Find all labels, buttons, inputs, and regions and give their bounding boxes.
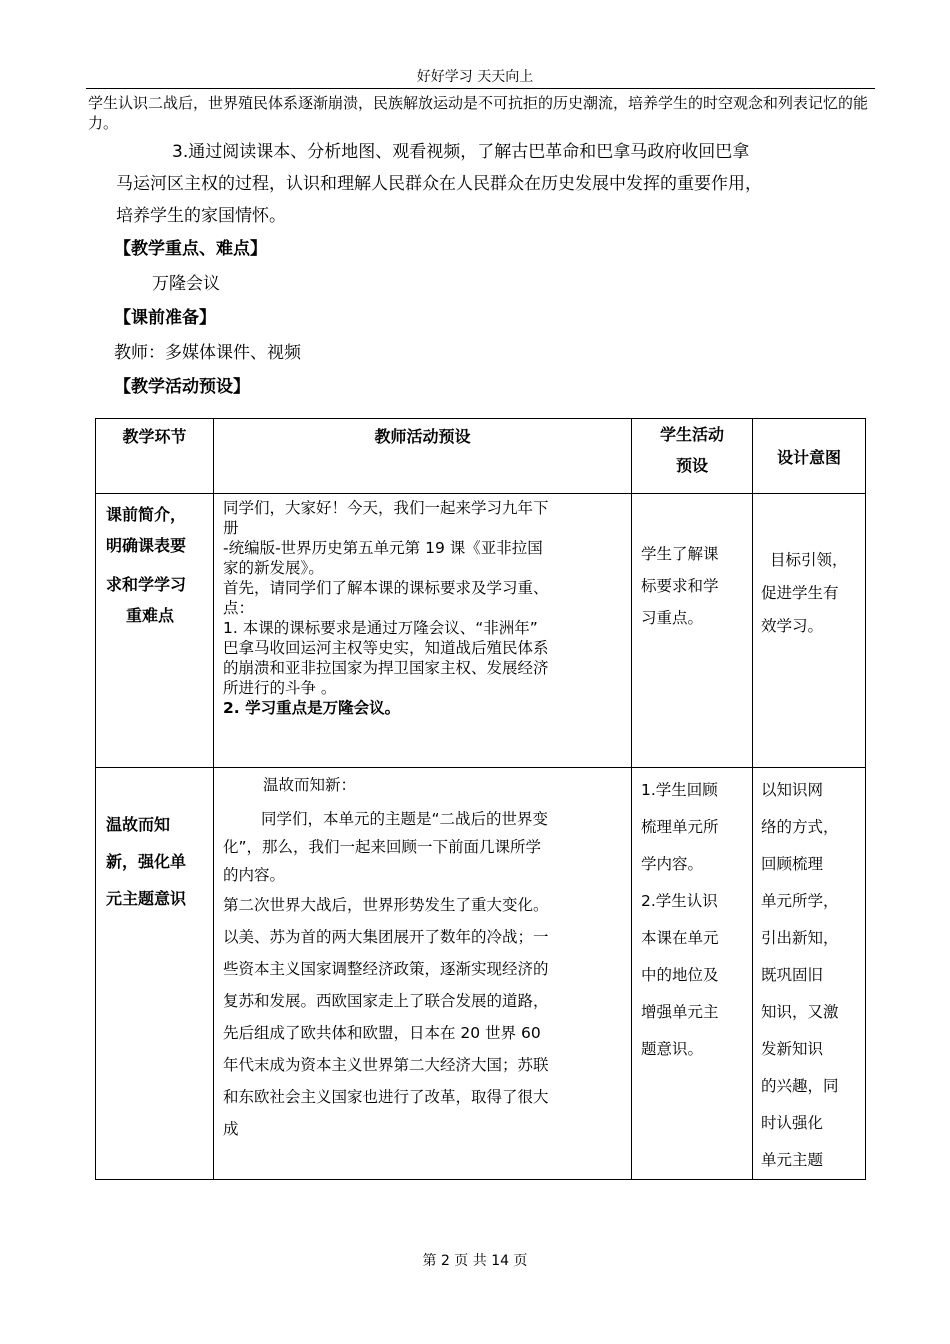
- row2-student-line: 学内容。: [641, 855, 704, 873]
- row2-intent-line: 单元主题: [761, 1151, 824, 1169]
- row2-intent-line: 发新知识: [761, 1040, 824, 1058]
- header-student-cell: [632, 419, 753, 494]
- row1-intent-line: 目标引领，: [770, 551, 848, 569]
- objective-3-line-1: 3.通过阅读课本、分析地图、观看视频，了解古巴革命和巴拿马政府收回巴拿: [172, 142, 750, 162]
- row1-intent-line: 效学习。: [761, 617, 824, 635]
- row2-stage-line-3: 元主题意识: [106, 889, 187, 908]
- row1-intent-cell: [753, 494, 866, 768]
- row1-teacher-line: 册: [223, 519, 239, 537]
- row2-intent-line: 时认强化: [761, 1114, 824, 1132]
- row2-student-line: 题意识。: [641, 1040, 704, 1058]
- row1-stage-line-1: 课前简介，: [106, 505, 187, 524]
- row1-teacher-line: 家的新发展》。: [223, 559, 324, 577]
- row1-student-line: 学生了解课: [641, 545, 719, 563]
- row2-intent-line: 络的方式，: [761, 818, 839, 836]
- row2-student-line: 1.学生回顾: [641, 781, 718, 799]
- table-row: [96, 768, 866, 1180]
- intro-paragraph: 学生认识二战后，世界殖民体系逐渐崩溃，民族解放运动是不可抗拒的历史潮流，培养学生的时空观念和列表记忆的能力。: [88, 94, 869, 132]
- row2-teacher-line: 和东欧社会主义国家也进行了改革，取得了很大: [223, 1088, 549, 1106]
- row1-intent-line: 促进学生有: [761, 584, 839, 602]
- row2-teacher-line: 些资本主义国家调整经济政策，逐渐实现经济的: [223, 960, 549, 978]
- row2-student-line: 增强单元主: [641, 1003, 719, 1021]
- row1-student-cell: [632, 494, 753, 768]
- row2-student-cell: [632, 768, 753, 1180]
- table-header-row: [96, 419, 866, 494]
- row2-stage-line-1: 温故而知: [106, 815, 171, 834]
- prep-heading: 【课前准备】: [114, 308, 216, 328]
- table-row: [96, 494, 866, 768]
- row2-teacher-line: 温故而知新：: [263, 776, 357, 794]
- row2-stage-line-2: 新，强化单: [106, 852, 187, 871]
- row2-intent-line: 既巩固旧: [761, 966, 824, 984]
- row1-teacher-line: 的崩溃和亚非拉国家为捍卫国家主权、发展经济: [223, 659, 549, 677]
- key-points-text: 万隆会议: [152, 274, 220, 294]
- header-student-line-1: 学生活动: [659, 425, 724, 444]
- row2-intent-line: 回顾梳理: [761, 855, 824, 873]
- objective-3-line-3: 培养学生的家国情怀。: [116, 206, 286, 226]
- row1-teacher-line: 点：: [223, 599, 255, 617]
- activity-plan-table: [95, 418, 866, 1180]
- page-header: 好好学习 天天向上: [416, 69, 534, 85]
- row2-intent-line: 的兴趣，同: [761, 1077, 839, 1095]
- row1-student-line: 标要求和学: [641, 577, 719, 595]
- header-teacher-cell: [214, 419, 632, 494]
- row2-stage-cell: [96, 768, 214, 1180]
- row2-teacher-line: 的内容。: [223, 866, 286, 884]
- row2-student-line: 2.学生认识: [641, 892, 718, 910]
- row2-teacher-line: 年代末成为资本主义世界第二大经济大国；苏联: [223, 1056, 549, 1074]
- header-stage: 教学环节: [122, 427, 187, 446]
- row1-teacher-line: 1. 本课的课标要求是通过万隆会议、“非洲年”: [223, 619, 538, 637]
- header-teacher: 教师活动预设: [374, 427, 471, 446]
- row1-teacher-line: 巴拿马收回运河主权等史实，知道战后殖民体系: [223, 639, 549, 657]
- row2-teacher-line: 化”，那么，我们一起来回顾一下前面几课所学: [223, 838, 542, 856]
- row1-teacher-line: 2. 学习重点是万隆会议。: [223, 699, 401, 717]
- header-student-line-2: 预设: [675, 456, 708, 475]
- page-footer: 第 2 页 共 14 页: [422, 1253, 528, 1269]
- row2-teacher-line: 先后组成了欧共体和欧盟，日本在 20 世界 60: [223, 1024, 541, 1042]
- row2-teacher-line: 成: [223, 1120, 239, 1138]
- row1-teacher-line: 同学们，大家好！今天，我们一起来学习九年下: [223, 499, 549, 517]
- row1-teacher-cell: [214, 494, 632, 768]
- row2-intent-line: 知识，又激: [761, 1003, 839, 1021]
- prep-text: 教师：多媒体课件、视频: [114, 343, 301, 363]
- row1-stage-cell: [96, 494, 214, 768]
- row2-student-line: 中的地位及: [641, 966, 719, 984]
- row1-teacher-line: 所进行的斗争 。: [223, 679, 337, 697]
- row1-stage-line-2: 明确课表要: [106, 536, 187, 555]
- row1-stage-line-4: 重难点: [126, 606, 175, 625]
- row1-teacher-line: 首先，请同学们了解本课的课标要求及学习重、: [223, 579, 549, 597]
- row2-intent-line: 引出新知，: [761, 929, 839, 947]
- header-rule: [86, 88, 875, 89]
- row2-intent-line: 单元所学，: [761, 892, 839, 910]
- key-points-heading: 【教学重点、难点】: [114, 239, 267, 259]
- row1-teacher-line: -统编版-世界历史第五单元第 19 课《亚非拉国: [223, 539, 543, 557]
- row2-student-line: 梳理单元所: [641, 818, 719, 836]
- row2-teacher-line: 以美、苏为首的两大集团展开了数年的冷战；一: [223, 928, 549, 946]
- activity-heading: 【教学活动预设】: [114, 377, 250, 397]
- row2-teacher-line: 第二次世界大战后，世界形势发生了重大变化。: [223, 896, 549, 914]
- header-intent-cell: [753, 419, 866, 494]
- row2-student-line: 本课在单元: [641, 929, 719, 947]
- row2-intent-line: 以知识网: [761, 781, 824, 799]
- row1-stage-line-3: 求和学学习: [106, 575, 187, 594]
- objective-3: [116, 136, 868, 232]
- header-intent: 设计意图: [776, 447, 841, 467]
- header-stage-cell: [96, 419, 214, 494]
- row2-teacher-line: 复苏和发展。西欧国家走上了联合发展的道路，: [223, 992, 549, 1010]
- row2-intent-cell: [753, 768, 866, 1180]
- row1-student-line: 习重点。: [641, 609, 704, 627]
- row2-teacher-cell: [214, 768, 632, 1180]
- objective-3-line-2: 马运河区主权的过程，认识和理解人民群众在人民群众在历史发展中发挥的重要作用，: [116, 174, 762, 194]
- row2-teacher-line: 同学们，本单元的主题是“二战后的世界变: [261, 810, 549, 828]
